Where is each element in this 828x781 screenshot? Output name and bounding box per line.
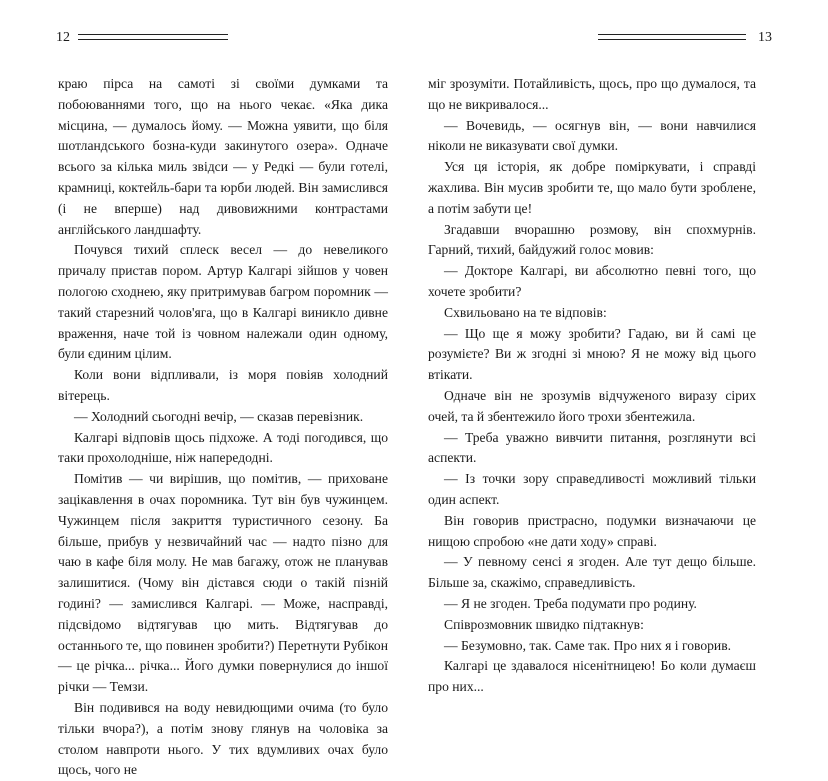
paragraph: краю пірса на самоті зі своїми думками та побоюваннями того, що на нього чекає. «Яка дика місцина, — думалось йому. — Можна уявити, що біля шотландського бозна-куди закинутого озера». Одначе всього за кілька миль звідси — у Редкі — були готелі, крамниці, коктейль-бари та юрби людей. Він замислився (і не вперше) над дивовижними контрастами англійського ландшафту. xyxy=(58,76,388,237)
paragraph: — Вочевидь, — осягнув він, — вони навчилися ніколи не виказувати свої думки. xyxy=(428,117,756,154)
paragraph: міг зрозуміти. Потайливість, щось, про що думалося, та що не викривалося... xyxy=(428,76,756,112)
paragraph: Схвильовано на те відповів: xyxy=(444,304,607,320)
paragraph: — Я не згоден. Треба подумати про родину. xyxy=(444,595,697,611)
left-page-text xyxy=(58,74,388,781)
paragraph: Згадавши вчорашню розмову, він спохмурнів. Гарний, тихий, байдужий голос мовив: xyxy=(428,221,756,258)
paragraph: Калгарі це здавалося нісенітницею! Бо коли думаєш про них... xyxy=(428,658,756,695)
paragraph: — У певному сенсі я згоден. Але тут дещо більше. Більше за, скажімо, справедливість. xyxy=(428,554,756,591)
paragraph: — Що ще я можу зробити? Гадаю, ви й самі це розумієте? Ви ж згодні зі мною? Я не можу від цього втікати. xyxy=(428,325,756,383)
right-page xyxy=(414,0,828,695)
paragraph: Він говорив пристрасно, подумки визначаючи це нищою спробою «не дати ходу» справі. xyxy=(428,512,756,549)
paragraph: Уся ця історія, як добре поміркувати, і справді жахлива. Він мусив зробити те, що мало бути зроблене, а потім забути це! xyxy=(428,159,756,216)
header-rule-right xyxy=(598,34,746,40)
header-rule-left xyxy=(78,34,228,40)
paragraph: — Докторе Калгарі, ви абсолютно певні того, що хочете зробити? xyxy=(428,263,756,299)
paragraph: Калгарі відповів щось підхоже. А тоді погодився, що таки прохолодніше, ніж напередодні. xyxy=(58,429,388,466)
page-number-right: 13 xyxy=(758,30,772,45)
paragraph: Помітив — чи вирішив, що помітив, — приховане зацікавлення в очах поромника. Тут він був чужинцем. Чужинцем після закриття туристичного сезону. Ба більше, прибув у незвичайний час — надто пізно для чаю в кафе біля молу. Не мав багажу, отож не планував залишитися. (Чому він дістався сюди о такій пізній годині? — замислився Калгарі. — Може, насправді, підсвідомо відтягував цю мить. Відтягував до останнього те, що повинен зробити?) Перетнути Рубікон — це річка... річка... Його думки повернулися до іншої річки — Темзи. xyxy=(58,471,388,695)
paragraph: Коли вони відпливали, із моря повіяв холодний вітерець. xyxy=(58,367,388,403)
paragraph: Він подивився на воду невидющими очима (то було тільки вчора?), а потім знову глянув на чоловіка за столом навпроти нього. У тих вдумливих очах було щось, чого не xyxy=(58,699,388,778)
right-page-text xyxy=(428,74,756,698)
paragraph: — Холодний сьогодні вечір, — сказав перевізник. xyxy=(74,408,364,424)
page-number-left: 12 xyxy=(56,30,70,45)
paragraph: — Безумовно, так. Саме так. Про них я і говорив. xyxy=(444,637,732,653)
left-page xyxy=(0,0,414,778)
paragraph: — Треба уважно вивчити питання, розглянути всі аспекти. xyxy=(428,429,756,466)
paragraph: Одначе він не зрозумів відчуженого виразу сірих очей, та й збентежило його трохи збентежила. xyxy=(428,387,756,424)
paragraph: — Із точки зору справедливості можливий тільки один аспект. xyxy=(428,471,756,507)
paragraph: Почувся тихий сплеск весел — до невеликого причалу пристав пором. Артур Калгарі зійшов у човен пологою сходнею, яку притримував багром поромник — такий старезний чолов'яга, що в Калгарі виникло дивне враження, наче той із човном належали один одному, були єдиним цілим. xyxy=(58,242,388,362)
paragraph: Співрозмовник швидко підтакнув: xyxy=(444,616,644,632)
